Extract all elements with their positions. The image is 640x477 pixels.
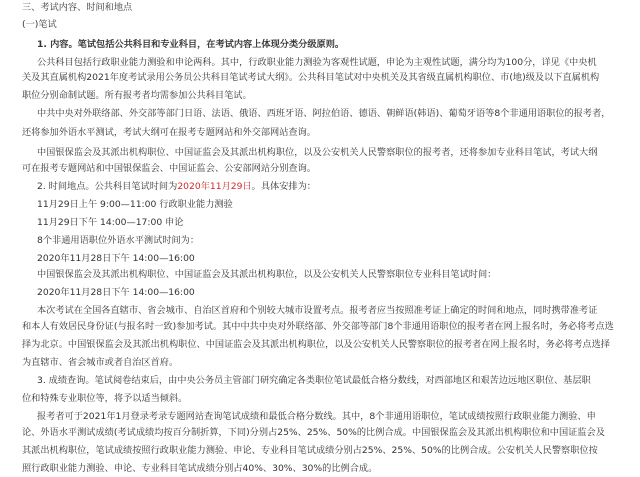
paragraph-line: 本次考试在全国各直辖市、省会城市、自治区首府和个别较大城市设置考点。报考者应当按照准考证上确定的时间和地点，同时携带准考证 [37, 305, 598, 316]
paragraph-line: 择为北京。中国银保监会及其派出机构职位、中国证监会及其派出机构职位，以及公安机关人民警察职位的报考者在网上报名时，务必将考点选择 [22, 339, 610, 350]
paragraph-line: 中国银保监会及其派出机构职位、中国证监会及其派出机构职位，以及公安机关人民警察职位的报考者，还将参加专业科目笔试，考试大纲 [37, 147, 598, 158]
paragraph-line: 报考者可于2021年1月登录考录专题网站查询笔试成绩和最低合格分数线。其中，8个非通用语职位，笔试成绩按照行政职业能力测验、申 [37, 411, 596, 422]
paragraph-line: 其派出机构职位，笔试成绩按照行政职业能力测验、申论、专业科目笔试成绩分别占25%、25%、50%的比例合成。公安机关人民警察职位按 [22, 445, 598, 456]
time-location-line [37, 180, 637, 193]
schedule-line: 11月29日下午 14:00—17:00 申论 [37, 217, 184, 228]
paragraph-line: 位和特殊专业职位等，将予以适当倾斜。 [22, 393, 188, 404]
time-location-suffix: 。具体安排为： [251, 181, 316, 192]
paragraph-line: 照行政职业能力测验、申论、专业科目笔试成绩分别占40%、30%、30%的比例合成。 [22, 463, 378, 474]
paragraph-line: 论、外语水平测试成绩(考试成绩均按百分制折算，下同)分别占25%、25%、50%的比例合成。中国银保监会及其派出机构职位和中国证监会及 [22, 427, 605, 438]
time-location-prefix: 2. 时间地点。公共科目笔试时间为 [37, 181, 178, 192]
paragraph-line: 可在报考专题网站和中国银保监会、中国证监会、公安部网站分别查询。 [22, 163, 316, 174]
paragraph-line: 3. 成绩查询。笔试阅卷结束后，由中央公务员主管部门研究确定各类职位笔试最低合格分数线，对西部地区和艰苦边远地区职位、基层职 [37, 375, 591, 386]
paragraph-line: 中共中央对外联络部、外交部等部门日语、法语、俄语、西班牙语、阿拉伯语、德语、朝鲜语(韩语)、葡萄牙语等8个非通用语职位的报考者， [37, 108, 611, 119]
paragraph-line: 职位分别命制试题。所有报考者均需参加公共科目笔试。 [22, 90, 252, 101]
schedule-line: 11月29日上午 9:00—11:00 行政职业能力测验 [37, 199, 233, 210]
paragraph-line: 还将参加外语水平测试，考试大纲可在报考专题网站和外交部网站查询。 [22, 127, 316, 138]
schedule-line: 2020年11月28日下午 14:00—16:00 [37, 287, 195, 298]
exam-date-highlight: 2020年11月29日 [177, 181, 252, 192]
subsection-heading: (一)笔试 [22, 19, 57, 30]
schedule-line: 中国银保监会及其派出机构职位、中国证监会及其派出机构职位，以及公安机关人民警察职位专业科目笔试时间： [37, 269, 497, 280]
paragraph-line: 关及其直属机构2021年度考试录用公务员公共科目笔试考试大纲》。公共科目笔试对中央机关及其省级直属机构职位、市(地)级及以下直属机构 [22, 72, 600, 83]
paragraph-line: 公共科目包括行政职业能力测验和申论两科。其中，行政职业能力测验为客观性试题，申论为主观性试题，满分均为100分，详见《中央机 [37, 57, 597, 68]
schedule-line: 8个非通用语职位外语水平测试时间为： [37, 235, 200, 246]
paragraph-line: 和本人有效居民身份证(与报名时一致)参加考试。其中中共中央对外联络部、外交部等部门8个非通用语职位的报考者在网上报名时，务必将考点选 [22, 321, 614, 332]
schedule-line: 2020年11月28日下午 14:00—16:00 [37, 253, 195, 264]
section-heading: 三、考试内容、时间和地点 [22, 2, 133, 13]
content-heading: 1. 内容。笔试包括公共科目和专业科目，在考试内容上体现分类分级原则。 [37, 39, 345, 50]
paragraph-line: 为直辖市、省会城市或者自治区首府。 [22, 357, 179, 368]
